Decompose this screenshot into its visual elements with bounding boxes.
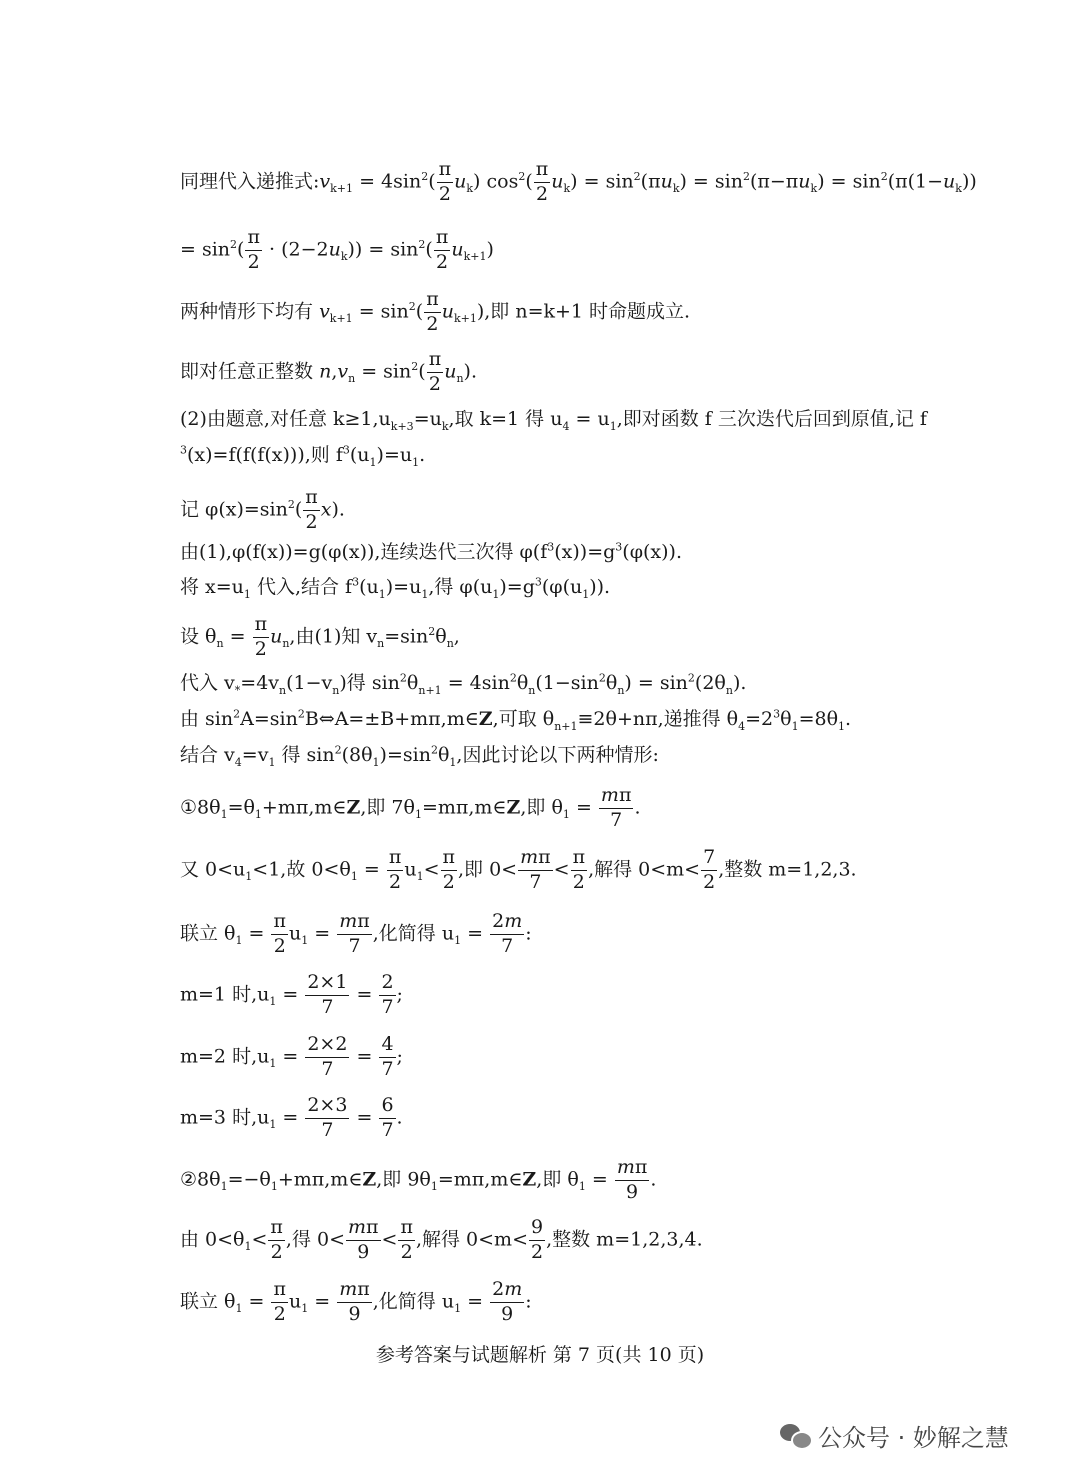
text: ≡2θ+nπ,递推得 θ (577, 708, 739, 730)
page-footer: 参考答案与试题解析 第 7 页(共 10 页) (375, 1344, 705, 1366)
text: θ (780, 708, 792, 730)
line-d: 代入 $v_*=4v_n(1-v_n)$得 $\sin^2\theta_{n+1} = 4\sin^2\theta_n(1-\sin^2\theta_n) = \sin^2(2\theta_n)$. (180, 671, 747, 697)
part2-line-2: $^3$(x)=f(f(f(x))),则 $f^3(u_1)=u_1$. (180, 443, 426, 469)
text: =u (413, 408, 442, 430)
text: A=sin (240, 708, 298, 730)
text: ,即 n=k+1 时命题成立. (484, 300, 691, 323)
text: (u (349, 444, 370, 466)
text: 代入,结合 f (250, 576, 353, 598)
text: 同理代入递推式: (180, 170, 320, 193)
text: =θ (227, 796, 255, 819)
case-2: $②8\theta_1=-\theta_1+m\pi,m\in Z$,即 $9\theta_1=m\pi,m\in Z$,即 $\theta_1$ = $\frac{m\pi}{9}$ . (180, 1156, 657, 1203)
case-2-solve: 联立 $\theta_1$ = $\frac{\pi}{2}$ $u_1$ = $\frac{m\pi}{9}$ ,化简得 $u_1$ = $\frac{2m}{9}$ : (180, 1278, 532, 1325)
text: m=1 时,u (180, 983, 270, 1006)
eq-line-2: = $\sin^2$( $\frac{\pi}{2}$ · $(2-2u_k)) = \sin^2$( $\frac{\pi}{2}$ $u_{k+1}$) (180, 226, 494, 273)
text: +mπ,m∈ (277, 1168, 363, 1191)
text: ,解得 0<m< (588, 858, 701, 881)
text: ,可取 θ (492, 708, 555, 730)
text: =8θ (798, 708, 839, 730)
eq-line-1: 同理代入递推式$:v_{k+1} = 4\sin^2$( $\frac{\pi}{2}$ $u_k$) $\cos^2$( $\frac{\pi}{2}$ $u_k) = \sin^2(\pi u_k) = \sin^2(\pi-\pi u_k) = \sin^2(\pi(1-u_k))$ (180, 158, 977, 205)
text: 结合 v (180, 744, 235, 766)
line-e: 由 $\sin^2A=\sin^2B\Leftrightarrow A=\pm B+m\pi,m\in Z$,可取 $\theta_{n+1}\equiv 2\theta+n\pi$,递推得 $\theta_4=2^3\theta_1=8\theta_1$. (180, 707, 852, 733)
text: 由 sin (180, 708, 234, 730)
m1-value: m=1 时$,u_1$ = $\frac{2\times 1}{7}$ = $\frac{2}{7}$ ; (180, 971, 403, 1018)
eq-line-4: 即对任意正整数 $n,v_n = \sin^2$( $\frac{\pi}{2}$ $u_n$). (180, 348, 477, 395)
text: =4v (240, 672, 280, 694)
text: (φ(x)). (622, 541, 683, 563)
text: ,取 k=1 得 u (448, 408, 563, 430)
text: ,得 φ(u (428, 576, 493, 598)
watermark-text: 公众号 · 妙解之慧 (818, 1424, 1009, 1452)
watermark (780, 1418, 1009, 1453)
phi-definition: 记 $\varphi(x)=\sin^2$( $\frac{\pi}{2}$ x). (180, 486, 345, 533)
text: 由 0<θ (180, 1228, 245, 1251)
text: 记 φ(x)=sin (180, 498, 288, 521)
text: (u (359, 576, 379, 598)
text: ,得 0< (285, 1228, 346, 1251)
text: =v (241, 744, 269, 766)
text: (x)=f(f(f(x))),则 f (187, 444, 343, 466)
text: ,化简得 u (372, 1290, 455, 1313)
text: +mπ,m∈ (261, 796, 347, 819)
text: θ (437, 744, 450, 766)
text: ,即 θ (536, 1168, 579, 1191)
text: ,因此讨论以下两种情形: (456, 744, 659, 766)
text: 代入 v (180, 672, 235, 694)
text: 即对任意正整数 (180, 360, 314, 383)
text: ,即 θ (520, 796, 563, 819)
text: )=sin (379, 744, 431, 766)
text: )=g (499, 576, 535, 598)
text: ,即 9θ (376, 1168, 431, 1191)
text: )). (589, 576, 611, 598)
text: )得 sin (339, 672, 400, 694)
text: (φ(u (541, 576, 583, 598)
text: 将 x=u (180, 576, 244, 598)
text: (1−v (286, 672, 333, 694)
text: 得 sin (275, 744, 335, 766)
case-2-range: 由 $0<\theta_1<$ $\frac{\pi}{2}$ ,得 0< $\frac{m\pi}{9}$ < $\frac{\pi}{2}$ ,解得 0<m< $\frac{9}{2}$ ,整数 m=1,2,3,4. (180, 1216, 703, 1263)
text: 又 0<u (180, 858, 246, 881)
line-a: 由(1),φ(f(x))=g(φ(x)),连续迭代三次得 $\varphi(f^3(x))=g^3(\varphi(x))$. (180, 540, 683, 563)
text: <1,故 0<θ (252, 858, 351, 881)
eq-line-3: 两种情形下均有 $v_{k+1} = \sin^2$( $\frac{\pi}{2}$ $u_{k+1}$),即 n=k+1 时命题成立. (180, 288, 691, 335)
m3-value: m=3 时$,u_1$ = $\frac{2\times 3}{7}$ = $\frac{6}{7}$ . (180, 1094, 403, 1141)
text: =sin (384, 625, 429, 648)
line-b: 将 $x=u_1$ 代入,结合 $f^3(u_1)=u_1$,得 $\varphi(u_1)=g^3(\varphi(u_1))$. (180, 575, 611, 601)
case-1-range: 又 $0<u_1<1$,故 $0<\theta_1$ = $\frac{\pi}{2}$ $u_1<$ $\frac{\pi}{2}$ ,即 0< $\frac{m\pi}{7}$ < $\frac{\pi}{2}$ ,解得 0<m< $\frac{7}{2}$ ,整数 m=1,2,3. (180, 846, 857, 893)
text: )=u (385, 576, 422, 598)
text: (2)由题意,对任意 k≥1,u (180, 408, 391, 430)
line-f: 结合 $v_4=v_1$ 得 $\sin^2(8\theta_1)=\sin^2\theta_1$,因此讨论以下两种情形: (180, 743, 659, 769)
text: ①8θ (180, 796, 221, 819)
wechat-icon (780, 1424, 810, 1448)
text: 由(1),φ(f(x))=g(φ(x)),连续迭代三次得 φ(f (180, 541, 548, 563)
text: B⇔A=±B+mπ,m∈ (304, 708, 479, 730)
text: =2 (745, 708, 774, 730)
text: 设 θ (180, 625, 217, 648)
text: 联立 θ (180, 922, 236, 945)
text: ,解得 0<m< (415, 1228, 528, 1251)
text: ,即 0< (458, 858, 518, 881)
text: (x))=g (554, 541, 616, 563)
text: ,化简得 u (372, 922, 455, 945)
text: ,整数 m=1,2,3. (718, 858, 857, 881)
text: =mπ,m∈ (437, 1168, 523, 1191)
text: 联立 θ (180, 1290, 236, 1313)
text: 两种情形下均有 (180, 300, 314, 323)
text: ,即对函数 f 三次迭代后回到原值,记 f (616, 408, 927, 430)
m2-value: m=2 时$,u_1$ = $\frac{2\times 2}{7}$ = $\frac{4}{7}$ ; (180, 1033, 403, 1080)
text: ②8θ (180, 1168, 221, 1191)
text: m=3 时,u (180, 1106, 270, 1129)
line-c: 设 $\theta_n$ = $\frac{\pi}{2}$ $u_n$,由(1)知 $v_n=\sin^2\theta_n$, (180, 613, 460, 660)
case-1: $①8\theta_1=\theta_1+m\pi,m\in Z$,即 $7\theta_1=m\pi,m\in Z$,即 $\theta_1$ = $\frac{m\pi}{7}$ . (180, 784, 641, 831)
text: =−θ (227, 1168, 271, 1191)
text: θ (435, 625, 447, 648)
text: ,整数 m=1,2,3,4. (546, 1228, 703, 1251)
text: (8θ (341, 744, 373, 766)
part2-line-1: (2)由题意,对任意 $k\ge 1,u_{k+3}=u_k$,取 k=1 得 $u_4 = u_1$,即对函数 f 三次迭代后回到原值,记 f (180, 408, 927, 433)
text: )=u (376, 444, 413, 466)
case-1-solve: 联立 $\theta_1$ = $\frac{\pi}{2}$ $u_1$ = $\frac{m\pi}{7}$ ,化简得 $u_1$ = $\frac{2m}{7}$ : (180, 910, 532, 957)
text: m=2 时,u (180, 1045, 270, 1068)
text: =mπ,m∈ (421, 796, 507, 819)
text: ,即 7θ (360, 796, 415, 819)
text: ,由(1)知 v (289, 625, 378, 648)
